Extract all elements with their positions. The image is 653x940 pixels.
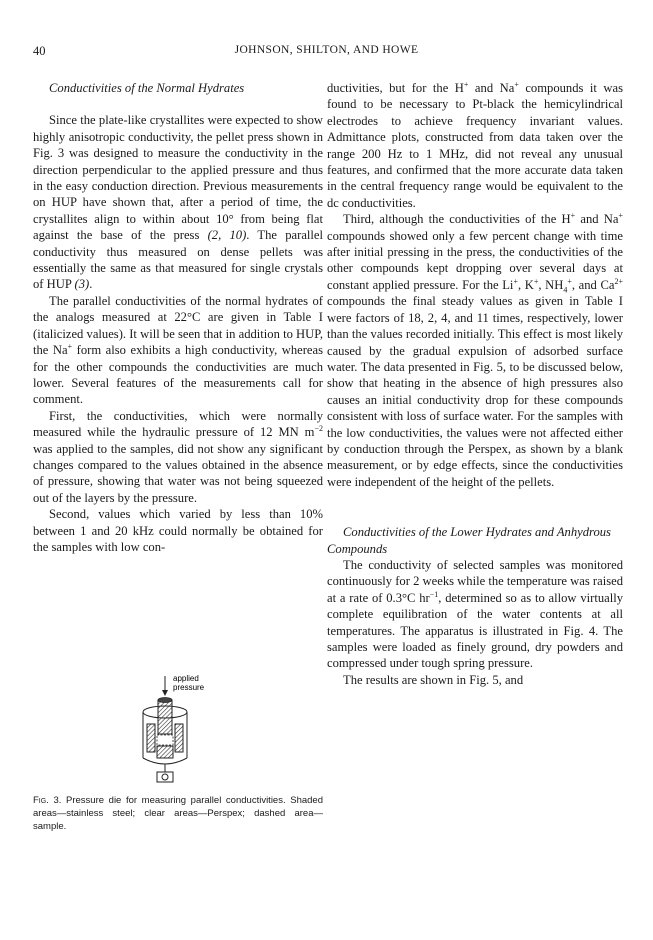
figure-3 (33, 672, 323, 787)
paragraph: Since the plate-like crystallites were expected to show highly anisotropic conductivity, the pellet press shown in Fig. 3 was designed to measure the conductivity in the direction perpendicular to the applied pressure and thus in the easy conduction direction. Previous measurements on HUP have shown that, after a period of time, the crystallites align to within about 10° from being flat against the base of the press (2, 10). The parallel conductivity thus measured on dense pellets was essentially the same as that measured for single crystals of HUP (3). (33, 113, 324, 292)
section-heading-lower-hydrates: Conductivities of the Lower Hydrates and Anhydrous Compounds (327, 525, 611, 556)
base-steel (157, 746, 173, 758)
figure-label-applied: applied (173, 674, 199, 683)
citation: (3) (74, 277, 90, 292)
figure-label-pressure: pressure (173, 683, 205, 692)
running-head: JOHNSON, SHILTON, AND HOWE (234, 44, 419, 56)
paragraph: Third, although the conductivities of the H+ and Na+ compounds showed only a few percent change with time after initial pressing in the press, the conductivities of the other compounds kept dropping over several days at constant applied pressure. For the Li+, K+, $NH_4^+$, and $Ca^{2+}$ compounds the final steady values as given in Table I were factors of 18, 2, 4, and 11 times, respectively, lower than the values recorded initially. This effect is most likely caused by the gradual expulsion of adsorbed surface water. The data presented in Fig. 5, to be discussed below, show that heating in the absence of high pressures also causes an initial conductivity drop for these compounds consistent with loss of surface water. For the samples with the low conductivities, the values were not affected either by conduction through the Perspex, as shown by a blank measurement, or by edge effects, since the conductivities were independent of the height of the pellets. (327, 211, 623, 489)
pressure-arrowhead (162, 690, 168, 696)
paragraph: First, the conductivities, which were normally measured while the hydraulic pressure of 12 MN $m^{-2}$ was applied to the samples, did not show any significant changes compared to the values obtained in the absence of pressure, showing that water was not being squeezed out of the layers by the pressure. (33, 408, 323, 505)
paragraph: The conductivity of selected samples was monitored continuously for 2 weeks while the temperature was raised at a rate of 0.3°C $hr^{-1}$, determined so as to allow virtually complete equilibration of the water contents at all temperatures. The apparatus is illustrated in Fig. 4. The samples were loaded as finely ground, dry powders and compressed under tough spring pressure. (327, 557, 623, 671)
electrode-left (147, 724, 155, 752)
sample-area (157, 735, 173, 745)
page-number: 40 (33, 44, 46, 58)
citation: (2, 10) (207, 228, 247, 243)
electrode-right (175, 724, 183, 752)
page-header (0, 44, 653, 60)
section-heading-normal-hydrates: Conductivities of the Normal Hydrates (49, 81, 245, 95)
paragraph: The parallel conductivities of the normal hydrates of the analogs measured at 22°C are given in Table I (italicized values). It will be seen that in addition to HUP, the Na+ form also exhibits a high conductivity, whereas for the other compounds the conductivities are much lower. Several features of the measurements call for comment. (33, 293, 323, 407)
paragraph: Second, values which varied by less than 10% between 1 and 20 kHz could normally be obtained for the samples with low con- (33, 507, 323, 554)
left-column (33, 80, 323, 555)
figure-3-caption: Fig. 3. Pressure die for measuring parallel conductivities. Shaded areas—stainless steel; clear areas—Perspex; dashed area—sample. (33, 795, 323, 832)
cylinder-bottom (143, 758, 187, 764)
plunger-steel (158, 700, 172, 734)
paragraph: The results are shown in Fig. 5, and (343, 672, 524, 687)
pressure-die-diagram (33, 672, 323, 787)
paragraph: ductivities, but for the H+ and Na+ compounds it was found to be necessary to Pt-black the hemicylindrical electrodes to achieve frequency invariant values. Admittance plots, constructed from data taken over the range 200 Hz to 1 MHz, did not reveal any unusual features, and confirmed that the more accurate data taken in the central frequency range would be equivalent to the dc conductivities. (327, 79, 623, 210)
right-column (327, 80, 623, 688)
